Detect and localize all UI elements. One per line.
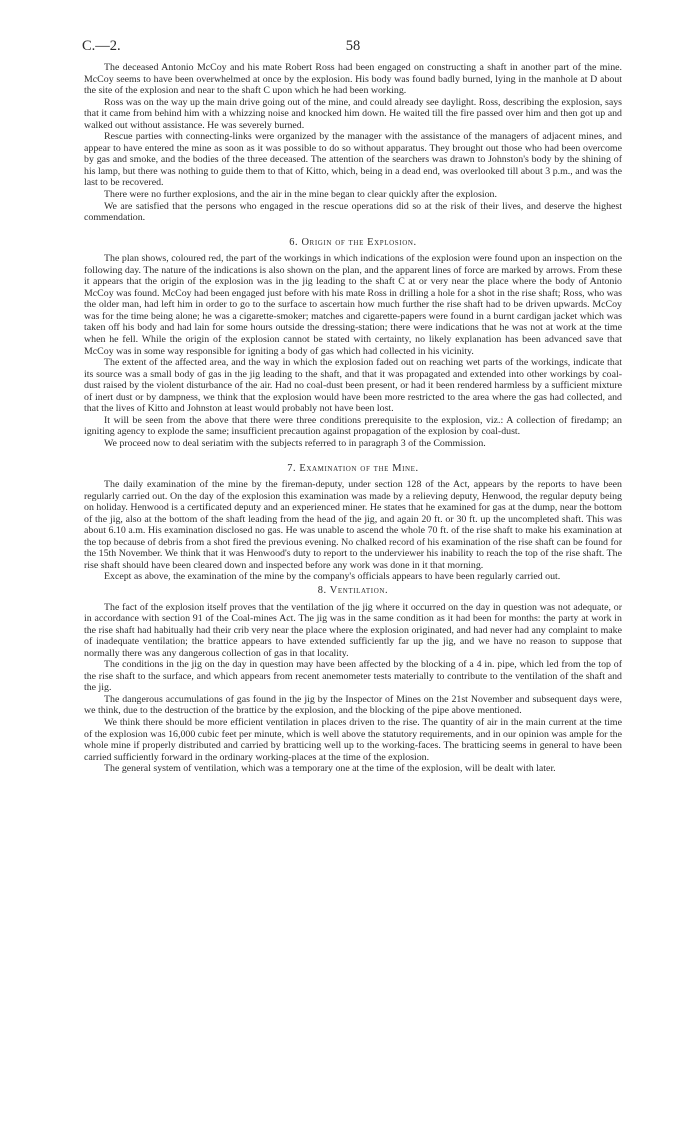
section-heading-origin: 6. Origin of the Explosion. [289,236,417,248]
paragraph: The deceased Antonio McCoy and his mate Robert Ross had been engaged on constructing a shaft in another part of the mine. McCoy seems to have been overwhelmed at once by the explosion. His body was found badly burned, lying in the manhole at D about the site of the explosion and near to the shaft C upon which he had been working. [84,62,622,97]
paragraph: We are satisfied that the persons who engaged in the rescue operations did so at the risk of their lives, and deserve the highest commendation. [84,200,622,224]
paragraph: The extent of the affected area, and the way in which the explosion faded out on reaching wet parts of the workings, indicate that its source was a small body of gas in the jig leading to the shaft, and that it was propagated and extended into other workings by coal-dust raised by the violent disturbance of the air. Had no coal-dust been present, or had it been rendered harmless by a sufficient mixture of inert dust or by dampness, we think that the explosion would have been more restricted to the area where the gas had collected, and that the lives of Kitto and Johnston at least would probably not have been lost. [84,357,622,415]
page-header [84,38,622,62]
paragraph: We proceed now to deal seriatim with the subjects referred to in paragraph 3 of the Commission. [104,437,486,449]
paragraph: Rescue parties with connecting-links were organized by the manager with the assistance of the managers of adjacent mines, and appear to have entered the mine as soon as it was possible to do so without apparatus. They brought out those who had been overcome by gas and smoke, and the bodies of the three deceased. The attention of the searchers was drawn to Johnston's body by the shining of his lamp, but there was nothing to guide them to that of Kitto, which, being in a dead end, was overlooked till about 3 p.m., and was the last to be recovered. [84,131,622,189]
paragraph: Ross was on the way up the main drive going out of the mine, and could already see daylight. Ross, describing the explosion, says that it came from behind him with a whizzing noise and knocked him down. He waited till the fire passed over him and then got up and walked out without assistance. He was severely burned. [84,96,622,131]
paragraph: The conditions in the jig on the day in question may have been affected by the blocking of a 4 in. pipe, which led from the top of the rise shaft to the surface, and which appears from recent anemometer tests materially to contribute to the ventilation of the shaft and the jig. [84,659,622,694]
page-number: 58 [345,38,361,54]
paragraph: The plan shows, coloured red, the part of the workings in which indications of the explosion were found upon an inspection on the following day. The nature of the indications is also shown on the plan, and the apparent lines of force are marked by arrows. From these it appears that the origin of the explosion was in the jig leading to the shaft C at or very near the place where the body of Antonio McCoy was found. McCoy had been engaged just before with his mate Ross in drilling a hole for a shot in the rise shaft; Ross, who was the older man, had left him in order to go to the surface to ascertain how much further the rise shaft had to be driven upwards. McCoy was for the time being alone; he was a cigarette-smoker; matches and cigarette-papers were found in a burnt cardigan jacket which was taken off his body and had lain for some hours outside the dressing-station; there were indications that he was not at work at the time when he fell. While the origin of the explosion cannot be stated with certainty, no likely explanation has been advanced save that McCoy was in some way responsible for igniting a body of gas which had collected in his vicinity. [84,253,622,357]
paragraph: It will be seen from the above that there were three conditions prerequisite to the explosion, viz.: A collection of firedamp; an igniting agency to explode the same; insufficient precaution against propagation of the explosion by coal-dust. [84,414,622,438]
paragraph: The general system of ventilation, which was a temporary one at the time of the explosion, will be dealt with later. [104,763,556,775]
paragraph: The fact of the explosion itself proves that the ventilation of the jig where it occurred on the day in question was not adequate, or in accordance with section 91 of the Coal-mines Act. The jig was in the same condition as it had been for months: the party at work in the rise shaft had habitually had their crib very near the place where the explosion originated, and had never had any complaint to make of inadequate ventilation; the brattice appears to have extended sufficiently far up the jig, and we have no reason to suppose that normally there was any dangerous collection of gas in that locality. [84,601,622,659]
document-body [84,62,622,775]
document-page [84,38,622,775]
document-reference: C.—2. [82,38,121,54]
paragraph: The dangerous accumulations of gas found in the jig by the Inspector of Mines on the 21st November and subsequent days were, we think, due to the destruction of the brattice by the explosion, and the blocking of the pipe above mentioned. [84,693,622,717]
paragraph: There were no further explosions, and the air in the mine began to clear quickly after the explosion. [104,189,497,201]
section-heading-ventilation: 8. Ventilation. [317,584,389,596]
paragraph: The daily examination of the mine by the fireman-deputy, under section 128 of the Act, appears by the reports to have been regularly carried out. On the day of the explosion this examination was made by a relieving deputy, Henwood, the regular deputy being on holiday. Henwood is a certificated deputy and an experienced miner. He states that he examined for gas at the dump, near the bottom of the jig, also at the bottom of the shaft leading from the head of the jig, and again 20 ft. or 30 ft. up the uncompleted shaft. This was about 6.10 a.m. His examination disclosed no gas. He was unable to ascend the whole 70 ft. of the rise shaft to make his examination at the top because of debris from a shot fired the previous evening. No chalked record of his examination of the rise shaft can be found for the 15th November. We think that it was Henwood's duty to report to the underviewer his inability to reach the top of the rise shaft. The rise shaft should have been cleared down and inspected before any work was done in it that morning. [84,479,622,571]
paragraph: Except as above, the examination of the mine by the company's officials appears to have been regularly carried out. [104,571,561,583]
paragraph: We think there should be more efficient ventilation in places driven to the rise. The quantity of air in the main current at the time of the explosion was 16,000 cubic feet per minute, which is well above the statutory requirements, and in our opinion was ample for the whole mine if properly distributed and carried by bratticing well up to the working-faces. The bratticing seems in general to have been carried sufficiently forward in the ordinary working-places at the time of the explosion. [84,716,622,763]
section-heading-examination: 7. Examination of the Mine. [287,462,419,474]
